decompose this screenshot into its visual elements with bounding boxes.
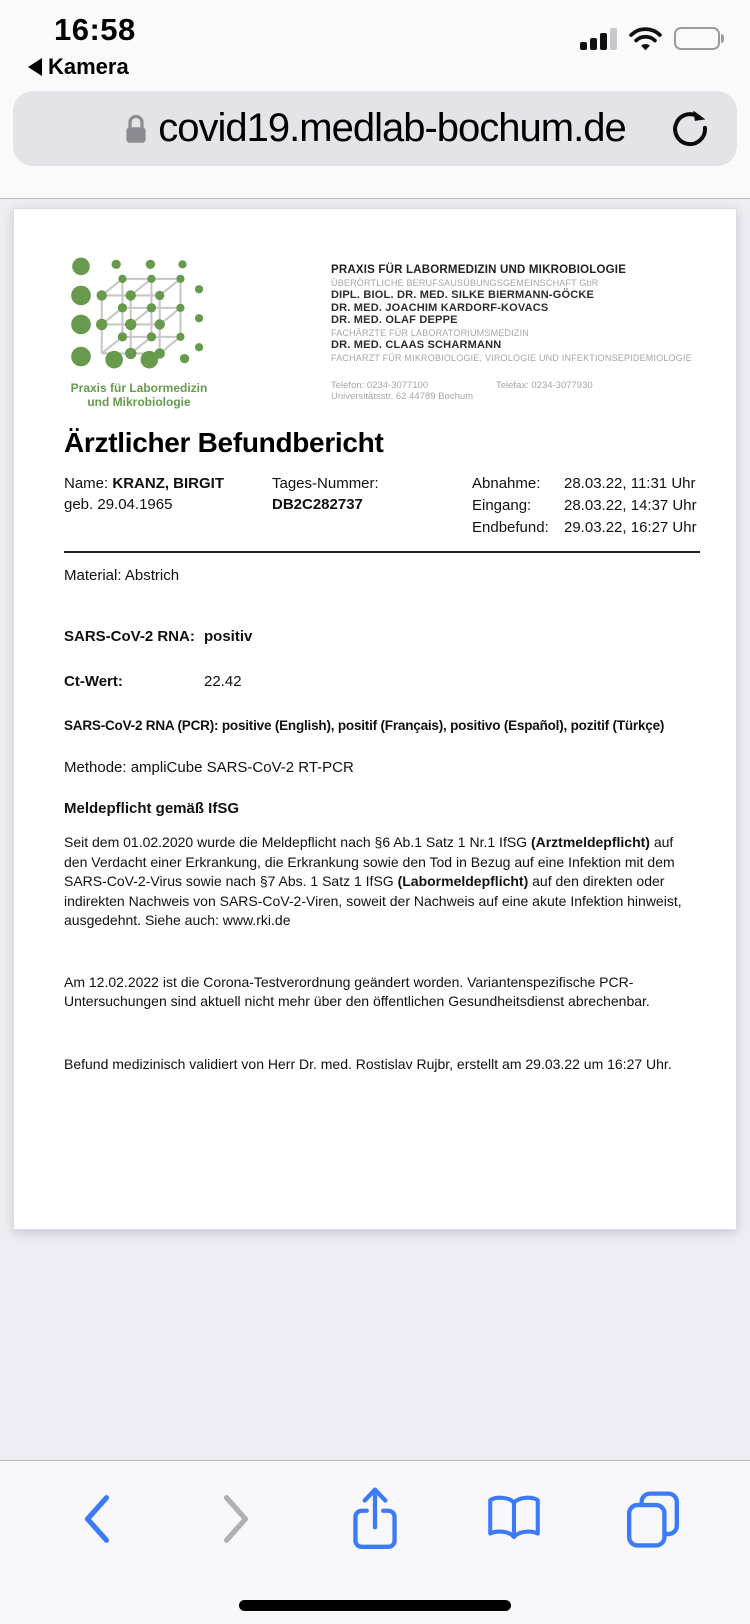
day-number: DB2C282737 xyxy=(272,496,363,513)
page-title: Ärztlicher Befundbericht xyxy=(64,427,384,458)
patient-name: KRANZ, BIRGIT xyxy=(112,475,225,492)
specialty-line: FACHARZT FÜR MIKROBIOLOGIE, VIROLOGIE UND INFEKTIONSEPIDEMIOLOGIE xyxy=(331,352,692,363)
back-to-app-link[interactable] xyxy=(28,54,129,80)
status-and-url-bar xyxy=(0,0,750,199)
practice-name: PRAXIS FÜR LABORMEDIZIN UND MIKROBIOLOGIE xyxy=(331,264,627,276)
status-icons xyxy=(580,26,725,51)
validation-line: Befund medizinisch validiert von Herr Dr. med. Rostislav Rujbr, erstellt am 29.03.22 um 16:27 Uhr. xyxy=(64,1055,672,1072)
back-chevron-icon xyxy=(80,1493,114,1545)
date-row: Endbefund: 29.03.22, 16:27 Uhr xyxy=(472,519,697,536)
cell-signal-icon xyxy=(580,28,617,50)
tabs-icon xyxy=(624,1490,682,1548)
address-bar[interactable] xyxy=(13,91,737,166)
letterhead xyxy=(64,254,700,409)
dates-block xyxy=(467,473,700,539)
material-line: Material: Abstrich xyxy=(64,567,180,584)
doctor-name: DIPL. BIOL. DR. MED. SILKE BIERMANN-GÖCKE xyxy=(331,289,595,301)
date-row: Abnahme: 28.03.22, 11:31 Uhr xyxy=(472,475,696,492)
home-indicator[interactable] xyxy=(239,1600,511,1611)
forward-button[interactable] xyxy=(204,1483,268,1555)
result-row-ct: Ct-Wert: 22.42 xyxy=(64,673,242,690)
practice-info xyxy=(331,254,700,409)
address: Universitätsstr. 62 44789 Bochum xyxy=(331,391,474,402)
doctor-name: DR. MED. JOACHIM KARDORF-KOVACS xyxy=(331,301,549,314)
battery-icon xyxy=(674,27,725,50)
specialty-line: FACHÄRZTE FÜR LABORATORIUMSMEDIZIN xyxy=(331,327,529,338)
forward-chevron-icon xyxy=(219,1493,253,1545)
url-text: covid19.medlab-bochum.de xyxy=(158,106,626,150)
logo-column xyxy=(64,254,331,409)
method-line: Methode: ampliCube SARS-CoV-2 RT-PCR xyxy=(64,759,354,776)
notice-paragraph: Seit dem 01.02.2020 wurde die Meldepflicht nach §6 Ab.1 Satz 1 Nr.1 IfSG (Arztmeldepflicht) auf den Verdacht einer Erkrankung, die Erkrankung sowie den Tod in Bezug auf eine Infektion mit dem SARS-CoV-2-Virus sowie nach §7 Abs. 1 Satz 1 IfSG (Labormeldepflicht) auf den direkten oder indirekten Nachweis von SARS-CoV-2-Viren, soweit der Nachweis auf eine akute Infektion hinweist, ausgedehnt. Siehe auch: www.rki.de xyxy=(64,834,682,928)
tabs-button[interactable] xyxy=(621,1483,685,1555)
practice-logo xyxy=(70,254,208,370)
share-icon xyxy=(346,1484,404,1554)
clock: 16:58 xyxy=(54,12,136,47)
lock-icon xyxy=(124,113,148,145)
logo-caption: Praxis für Labormedizin und Mikrobiologie xyxy=(70,381,208,409)
doctor-name: DR. MED. OLAF DEPPE xyxy=(331,314,458,326)
lab-report-document xyxy=(13,208,737,1230)
date-row: Eingang: 28.03.22, 14:37 Uhr xyxy=(472,497,697,514)
doctor-name: DR. MED. CLAAS SCHARMANN xyxy=(331,339,502,351)
wifi-icon xyxy=(629,26,662,51)
testverordnung-paragraph: Am 12.02.2022 ist die Corona-Testverordnung geändert worden. Variantenspezifische PCR-Untersuchungen sind aktuell nicht mehr über den öffentlichen Gesundheitsdienst abrechenbar. xyxy=(64,973,650,1009)
practice-subtitle: ÜBERÖRTLICHE BERUFSAUSÜBUNGSGEMEINSCHAFT GbR xyxy=(331,277,599,288)
back-to-app-icon xyxy=(28,58,42,76)
telefon: Telefon: 0234-3077100 xyxy=(331,380,429,391)
day-number-block: Tages-Nummer: DB2C282737 xyxy=(272,475,379,513)
share-button[interactable] xyxy=(343,1483,407,1555)
back-button[interactable] xyxy=(65,1483,129,1555)
telefax: Telefax: 0234-3077930 xyxy=(496,380,593,391)
multilanguage-result: SARS-CoV-2 RNA (PCR): positive (English), positif (Français), positivo (Español), pozitif (Türkçe) xyxy=(64,718,665,733)
web-content-area[interactable] xyxy=(0,200,750,1460)
patient-header xyxy=(64,473,700,539)
browser-toolbar xyxy=(0,1460,750,1624)
back-to-app-label: Kamera xyxy=(48,54,129,79)
practice-contact xyxy=(331,380,700,402)
result-value: positiv xyxy=(204,628,253,645)
result-row-rna: SARS-CoV-2 RNA: positiv xyxy=(64,628,253,645)
bookmarks-icon xyxy=(482,1491,546,1547)
reload-icon[interactable] xyxy=(669,108,711,150)
ct-value: 22.42 xyxy=(204,673,242,690)
patient-dob: geb. 29.04.1965 xyxy=(64,496,173,513)
notice-heading: Meldepflicht gemäß IfSG xyxy=(64,800,240,817)
patient-name-block: Name: KRANZ, BIRGIT geb. 29.04.1965 xyxy=(64,473,272,539)
bookmarks-button[interactable] xyxy=(482,1483,546,1555)
divider xyxy=(64,551,700,553)
